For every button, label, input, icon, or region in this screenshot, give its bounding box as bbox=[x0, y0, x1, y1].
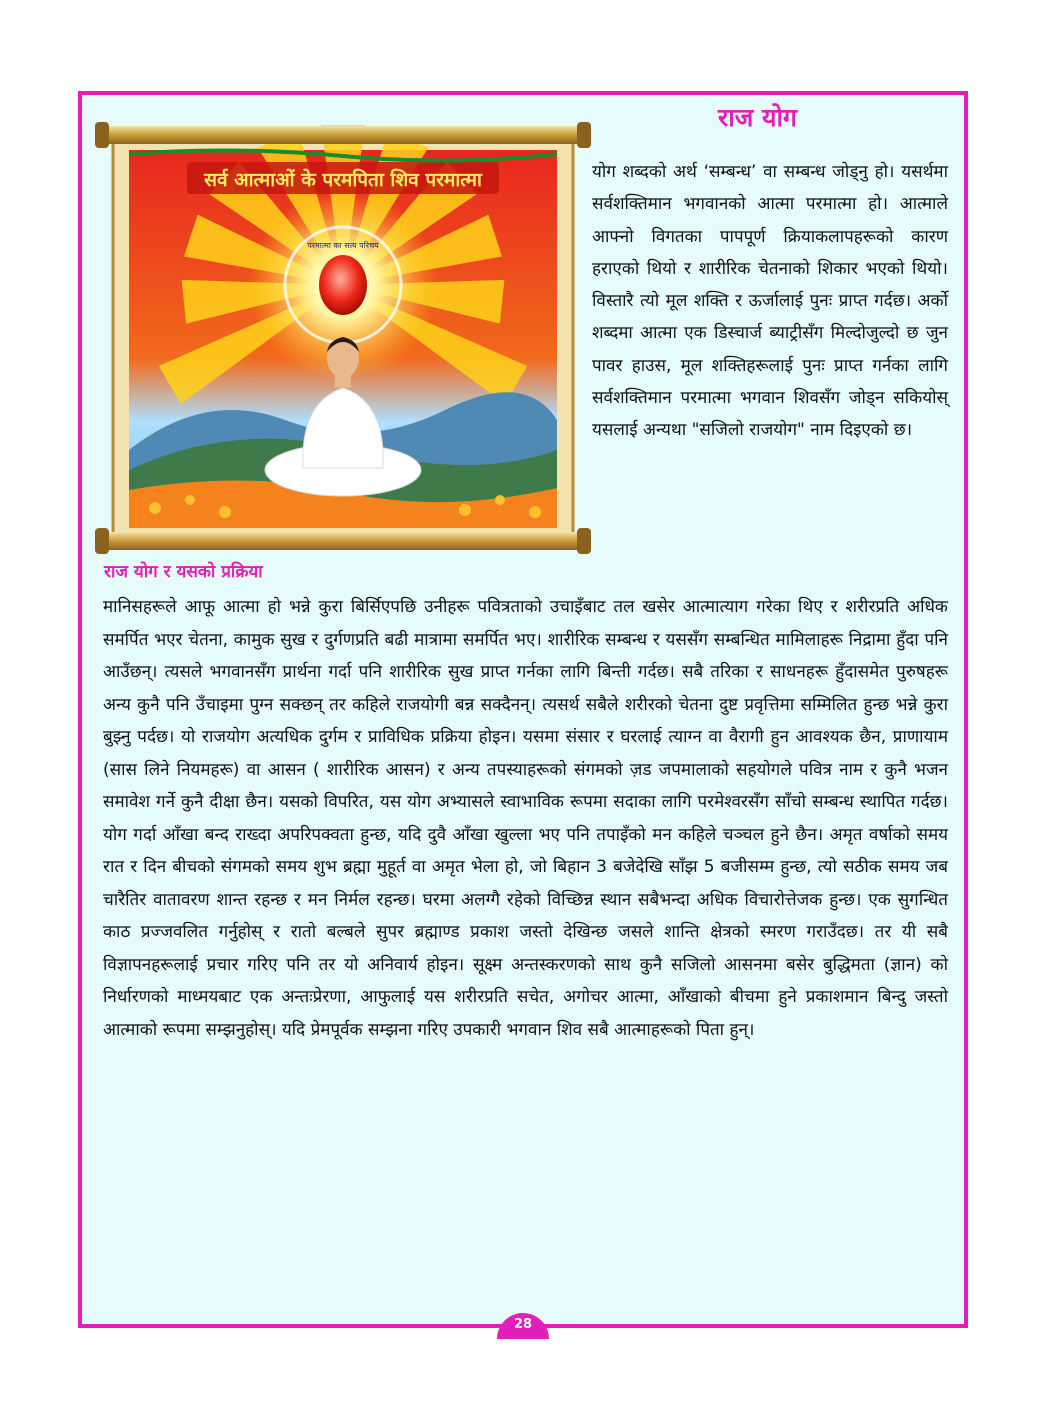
image-banner-text: सर्व आत्माओं के परमपिता शिव परमात्मा bbox=[204, 169, 482, 191]
image-halo-text: परमात्मा का सत्य परिचय bbox=[307, 241, 379, 250]
body-text bbox=[103, 591, 948, 1046]
page-number: 28 bbox=[497, 1313, 549, 1339]
section-subtitle: राज योग र यसको प्रक्रिया bbox=[104, 562, 263, 582]
page-title: राज योग bbox=[718, 103, 798, 132]
intro-paragraph: योग शब्दको अर्थ ‘सम्बन्ध’ वा सम्बन्ध जोड्नु हो। यसर्थमा सर्वशक्तिमान भगवानको आत्मा परमात्मा हो। आत्माले आफ्नो विगतका पापपूर्ण क्रियाकलापहरूको कारण हराएको थियो र शारीरिक चेतनाको शिकार भएको थियो। विस्तारै त्यो मूल शक्ति र ऊर्जालाई पुनः प्राप्त गर्दछ। अर्को शब्दमा आत्मा एक डिस्चार्ज ब्याट्रीसँग मिल्दोजुल्दो छ जुन पावर हाउस, मूल शक्तिहरूलाई पुनः प्राप्त गर्नका लागि सर्वशक्तिमान परमात्मा भगवान शिवसँग जोड्न सकियोस् यसलाई अन्यथा "सजिलो राजयोग" नाम दिइएको छ। bbox=[592, 162, 948, 441]
intro-text bbox=[592, 156, 948, 447]
body-paragraph: मानिसहरूले आफू आत्मा हो भन्ने कुरा बिर्सिएपछि उनीहरू पवित्रताको उचाइँबाट तल खसेर आत्मात्याग गरेका थिए र शरीरप्रति अधिक समर्पित भएर चेतना, कामुक सुख र दुर्गणप्रति बढी मात्रामा समर्पित भए। शारीरिक सम्बन्ध र यससँग सम्बन्धित मामिलाहरू निद्रामा हुँदा पनि आउँछन्। त्यसले भगवानसँग प्रार्थना गर्दा पनि शारीरिक सुख प्राप्त गर्नका लागि बिन्ती गर्दछ। सबै तरिका र साधनहरू हुँदासमेत पुरुषहरू अन्य कुनै पनि उँचाइमा पुग्न सक्छन् तर कहिले राजयोगी बन्न सक्दैनन्। त्यसर्थ सबैले शरीरको चेतना दुष्ट प्रवृत्तिमा सम्मिलित हुन्छ भन्ने कुरा बुझ्नु पर्दछ। यो राजयोग अत्यधिक दुर्गम र प्राविधिक प्रक्रिया होइन। यसमा संसार र घरलाई त्याग्न वा वैरागी हुन आवश्यक छैन, प्राणायाम (सास लिने नियमहरू) वा आसन ( शारीरिक आसन) र अन्य तपस्याहरूको संगमको ज़ड जपमालाको सहयोगले पवित्र नाम र कुनै भजन समावेश गर्ने कुनै दीक्षा छैन। यसको विपरित, यस योग अभ्यासले स्वाभाविक रूपमा सदाका लागि परमेश्वरसँग साँचो सम्बन्ध स्थापित गर्दछ। योग गर्दा आँखा बन्द राख्दा अपरिपक्वता हुन्छ, यदि दुवै आँखा खुल्ला भए पनि तपाइँको मन कहिले चञ्चल हुने छैन। अमृत वर्षाको समय रात र दिन बीचको संगमको समय शुभ ब्रह्मा मुहूर्त वा अमृत भेला हो, जो बिहान 3 बजेदेखि साँझ 5 बजीसम्म हुन्छ, त्यो सठीक समय जब चारैतिर वातावरण शान्त रहन्छ र मन निर्मल रहन्छ। घरमा अलग्गै रहेको विच्छिन्न स्थान सबैभन्दा अधिक विचारोत्तेजक हुन्छ। एक सुगन्धित काठ प्रज्जवलित गर्नुहोस् र रातो बल्बले सुपर ब्रह्माण्ड प्रकाश जस्तो देखिन्छ जसले शान्ति क्षेत्रको स्मरण गराउँदछ। तर यी सबै विज्ञापनहरूलाई प्रचार गरिए पनि तर यो अनिवार्य होइन। सूक्ष्म अन्तस्करणको साथ कुनै सजिलो आसनमा बसेर बुद्धिमता (ज्ञान) को निर्धारणको माध्मयबाट एक अन्तःप्रेरणा, आफुलाई यस शरीरप्रति सचेत, अगोचर आत्मा, आँखाको बीचमा हुने प्रकाशमान बिन्दु जस्तो आत्माको रूपमा सम्झनुहोस्। यदि प्रेमपूर्वक सम्झना गरिए उपकारी भगवान शिव सबै आत्माहरूको पिता हुन्। bbox=[103, 597, 948, 1040]
meditation-illustration bbox=[95, 120, 591, 556]
